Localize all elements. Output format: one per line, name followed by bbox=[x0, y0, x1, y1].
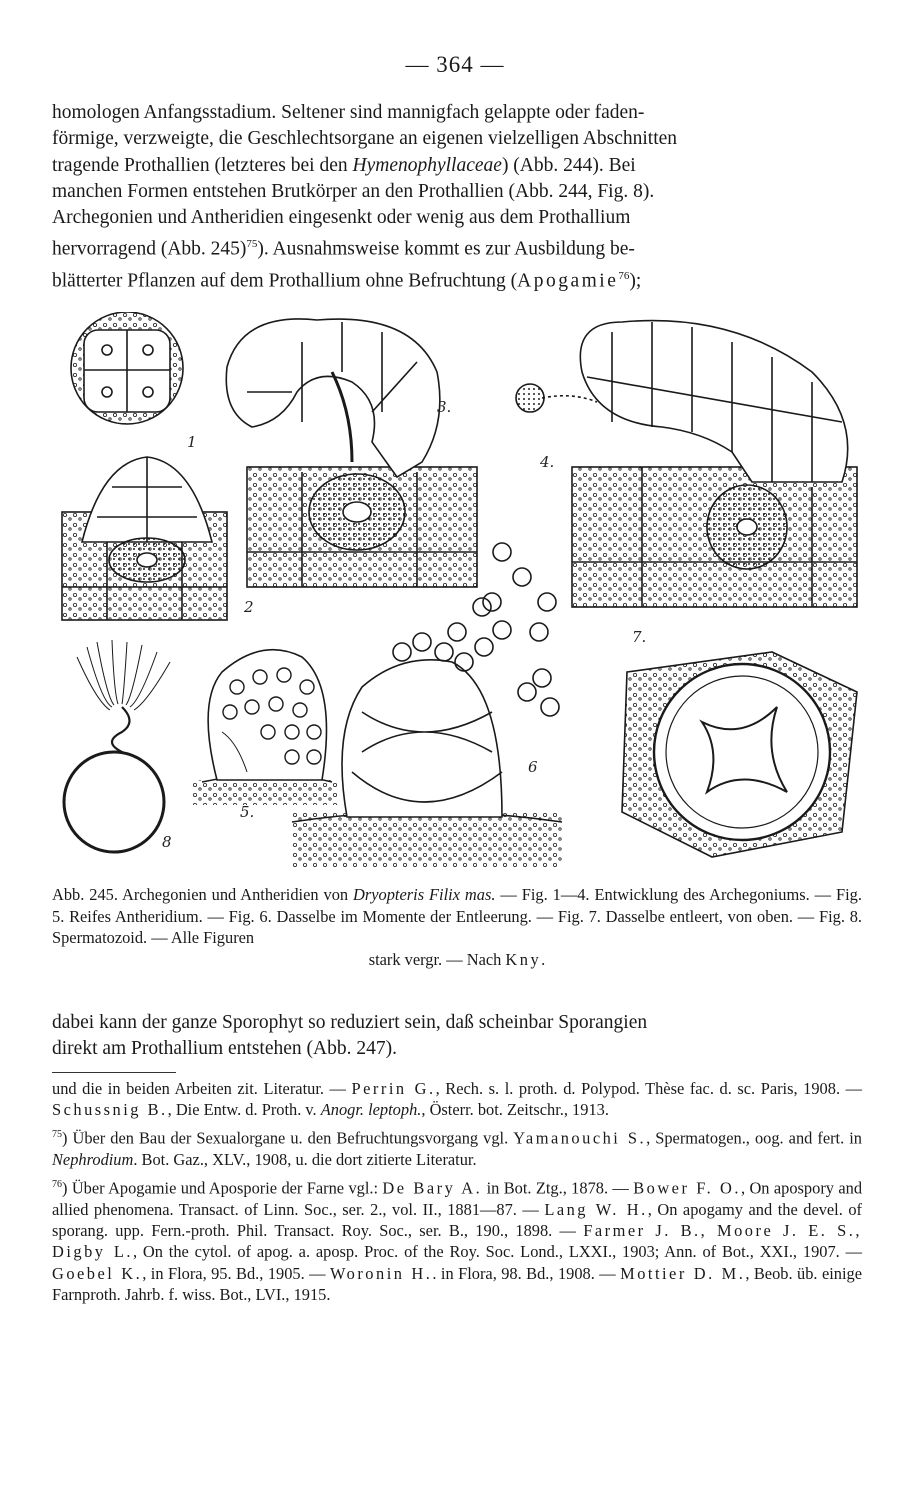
text-line: förmige, verzweigte, die Geschlechtsorgane an eigenen vielzelligen Abschnitten bbox=[52, 128, 678, 150]
text-line: blätterter Pflanzen auf dem Prothallium ohne Befruchtung (Apogamie$^{76}$); bbox=[52, 270, 642, 292]
footnotes bbox=[52, 1078, 862, 1305]
fig-6-drawing bbox=[292, 543, 562, 867]
footnote-75: $^{75}$) Über den Bau der Sexualorgane u. den Befruchtungsvorgang vgl. Yamanouchi S., Spermatogen., oog. and fert. in Nephrodium. Bot. Gaz., XLV., 1908, u. die dort zitierte Literatur. bbox=[52, 1128, 862, 1170]
fig-5-drawing bbox=[192, 650, 337, 805]
footnote-continuation: und die in beiden Arbeiten zit. Literatur. — Perrin G., Rech. s. l. proth. d. Polypod. Thèse fac. d. sc. Paris, 1908. — Schussnig B., Die Entw. d. Proth. v. Anogr. leptoph., Österr. bot. Zeitschr., 1913. bbox=[52, 1079, 863, 1120]
text-line: direkt am Prothallium entstehen (Abb. 247). bbox=[52, 1038, 397, 1060]
fig-label: 3. bbox=[437, 398, 452, 416]
text-line: tragende Prothallien (letzteres bei den Hymenophyllaceae) (Abb. 244). Bei bbox=[52, 154, 636, 176]
author-name: Kny bbox=[505, 949, 542, 969]
fig-label: 5. bbox=[240, 803, 255, 821]
figure-caption: Abb. 245. Archegonien und Antheridien von Dryopteris Filix mas. — Fig. 1—4. Entwicklung des Archegoniums. — Fig. 5. Reifes Antheridium. — Fig. 6. Dasselbe im Momente der Entleerung. — Fig. 7. Dasselbe entleert, von oben. — Fig. 8. Spermatozoid. — Alle Figuren stark vergr. — Nach Kny. bbox=[52, 885, 862, 969]
fig-3-drawing bbox=[226, 319, 477, 587]
fig-2-drawing bbox=[62, 457, 227, 620]
fig-label: 7. bbox=[632, 628, 647, 646]
footnote-ref: 76 bbox=[618, 270, 630, 283]
footnote-76: $^{76}$) Über Apogamie und Aposporie der Farne vgl.: De Bary A. in Bot. Ztg., 1878. — Bower F. O., On apospory and allied phenomena. Transact. of Linn. Soc., ser. 2., vol. II., 1881—87. — Lang W. H., On apogamy and the devel. of sporang. upp. Fern.-proth. Phil. Transact. Roy. Soc., ser. B., 190., 1898. — Farmer J. B., Moore J. E. S., Digby L., On the cytol. of apog. a. aposp. Proc. of the Roy. Soc. Lond., LXXI., 1903; Ann. of Bot., XXI., 1907. — Goebel K., in Flora, 95. Bd., 1905. — Woronin H.. in Flora, 98. Bd., 1908. — Mottier D. M., Beob. üb. einige Farnproth. Jahrb. f. wiss. Bot., LVI., 1915. bbox=[52, 1178, 863, 1304]
text-line: dabei kann der ganze Sporophyt so reduziert sein, daß scheinbar Sporangien bbox=[52, 1012, 648, 1033]
fig-7-drawing bbox=[622, 652, 857, 857]
figure-archegonia-antheridia bbox=[52, 312, 862, 872]
species-name: Dryopteris Filix mas. bbox=[353, 885, 496, 904]
taxon-name: Hymenophyllaceae bbox=[352, 154, 502, 176]
fig-label: 4. bbox=[540, 453, 555, 471]
fig-1-drawing bbox=[71, 312, 183, 424]
footnote-separator bbox=[52, 1072, 176, 1073]
fig-4-drawing bbox=[516, 321, 857, 607]
text-line: hervorragend (Abb. 245)$^{75}$). Ausnahmsweise kommt es zur Ausbildung be- bbox=[52, 238, 635, 260]
page-number: — 364 — bbox=[405, 52, 505, 77]
body-text-top bbox=[52, 100, 862, 295]
text-line: homologen Anfangsstadium. Seltener sind mannigfach gelappte oder faden- bbox=[52, 102, 645, 123]
fig-label: 2 bbox=[244, 598, 254, 616]
text-line: manchen Formen entstehen Brutkörper an den Prothallien (Abb. 244, Fig. 8). bbox=[52, 180, 655, 202]
fig-label: 8 bbox=[162, 833, 172, 851]
fig-label: 1 bbox=[187, 433, 197, 451]
fig-8-drawing bbox=[64, 640, 170, 852]
body-text-bottom bbox=[52, 1010, 862, 1063]
fig-label: 6 bbox=[528, 758, 538, 776]
text-line: Archegonien und Antheridien eingesenkt oder wenig aus dem Prothallium bbox=[52, 207, 631, 229]
footnote-ref: 75 bbox=[246, 238, 258, 251]
term-apogamie: Apogamie bbox=[517, 270, 619, 292]
